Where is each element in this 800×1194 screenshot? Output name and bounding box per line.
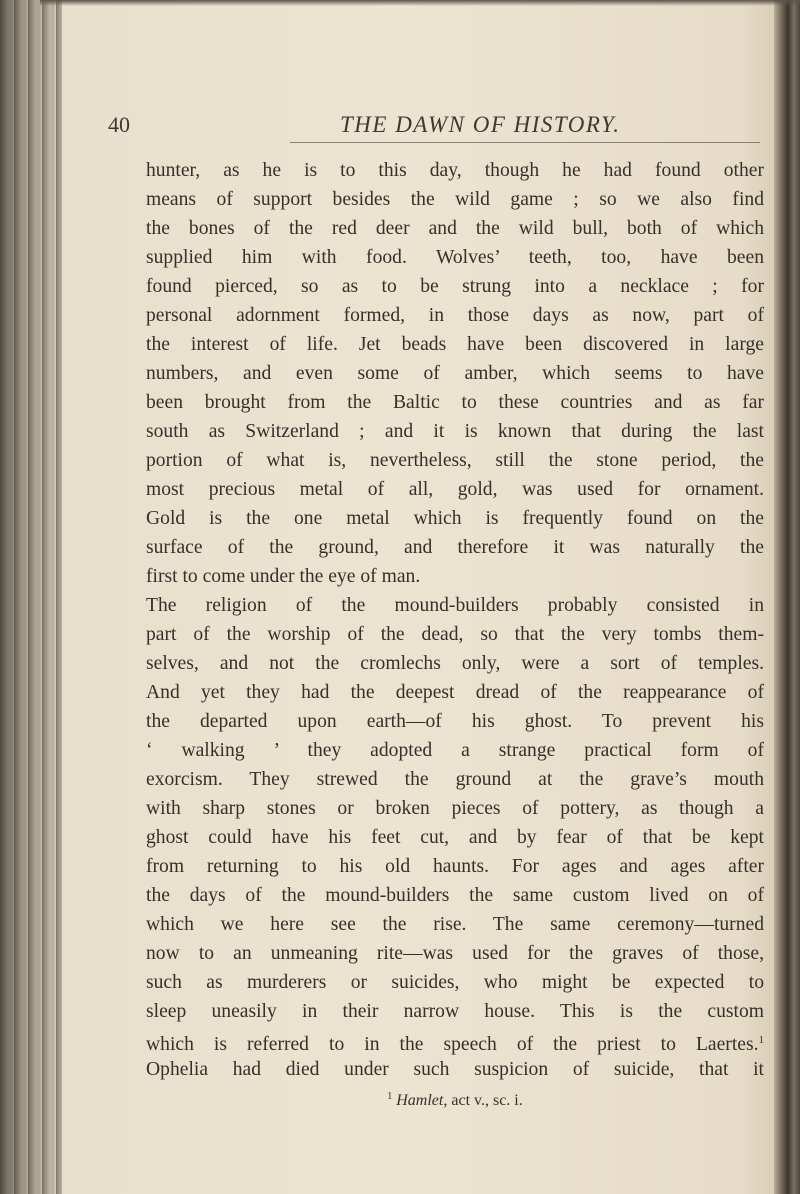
text-line: which we here see the rise. The same ceremony—turned: [146, 914, 764, 935]
text-line: been brought from the Baltic to these countries and as far: [146, 392, 764, 413]
text-line: most precious metal of all, gold, was used for ornament.: [146, 479, 764, 500]
text-line: ‘ walking ’ they adopted a strange practical form of: [146, 740, 764, 761]
binding-shadow: [0, 0, 60, 1194]
footnote-reference: 1: [758, 1034, 764, 1046]
text-line: hunter, as he is to this day, though he had found other: [146, 160, 764, 181]
text-line: from returning to his old haunts. For ages and ages after: [146, 856, 764, 877]
body-text: [146, 156, 764, 1109]
text-line: personal adornment formed, in those days as now, part of: [146, 305, 764, 326]
text-line: the bones of the red deer and the wild bull, both of which: [146, 218, 764, 239]
text-line: supplied him with food. Wolves’ teeth, too, have been: [146, 247, 764, 268]
text-line: Gold is the one metal which is frequently found on the: [146, 508, 764, 529]
text-line: The religion of the mound-builders probably consisted in: [146, 595, 764, 616]
text-line: Ophelia had died under such suspicion of suicide, that it: [146, 1059, 764, 1080]
text-line: means of support besides the wild game ; so we also find: [146, 189, 764, 210]
text-line: with sharp stones or broken pieces of pottery, as though a: [146, 798, 764, 819]
running-header: [108, 112, 768, 142]
text-line: exorcism. They strewed the ground at the grave’s mouth: [146, 769, 764, 790]
page-number: 40: [108, 112, 130, 137]
text-line: found pierced, so as to be strung into a necklace ; for: [146, 276, 764, 297]
text-line: the interest of life. Jet beads have been discovered in large: [146, 334, 764, 355]
text-line: such as murderers or suicides, who might be expected to: [146, 972, 764, 993]
footnote-work-title: Hamlet: [396, 1092, 444, 1109]
text-line: portion of what is, nevertheless, still the stone period, the: [146, 450, 764, 471]
text-line: the days of the mound-builders the same custom lived on of: [146, 885, 764, 906]
running-title: THE DAWN OF HISTORY.: [340, 112, 621, 137]
footnote-citation: , act v., sc. i.: [443, 1092, 523, 1109]
text-line: now to an unmeaning rite—was used for the graves of those,: [146, 943, 764, 964]
text-line: surface of the ground, and therefore it was naturally the: [146, 537, 764, 558]
text-line: sleep uneasily in their narrow house. This is the custom: [146, 1001, 764, 1022]
text-line: selves, and not the cromlechs only, were a sort of temples.: [146, 653, 764, 674]
text-line: the departed upon earth—of his ghost. To prevent his: [146, 711, 764, 732]
text-line: ghost could have his feet cut, and by fear of that be kept: [146, 827, 764, 848]
footnote: [146, 1086, 764, 1112]
page-edge-top: [40, 0, 800, 6]
footnote-marker: 1: [387, 1091, 393, 1102]
header-rule: [290, 142, 760, 143]
text-line-content: which is referred to in the speech of the priest to Laertes.: [146, 1034, 759, 1055]
text-line: And yet they had the deepest dread of the reappearance of: [146, 682, 764, 703]
text-line: numbers, and even some of amber, which seems to have: [146, 363, 764, 384]
text-line-with-footnote-ref: [146, 1026, 764, 1055]
text-line: part of the worship of the dead, so that the very tombs them-: [146, 624, 764, 645]
page-edge-right: [774, 0, 800, 1194]
text-line: first to come under the eye of man.: [146, 566, 421, 587]
text-line: south as Switzerland ; and it is known that during the last: [146, 421, 764, 442]
